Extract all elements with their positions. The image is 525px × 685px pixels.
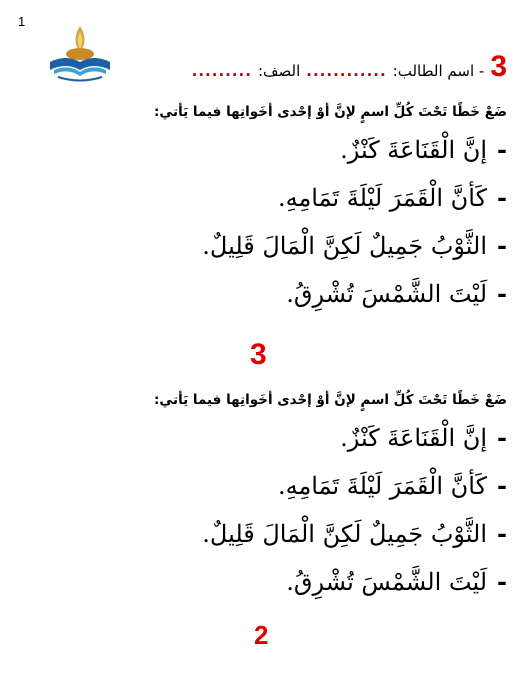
section-number: 2 xyxy=(254,620,269,650)
sentence: -إنَّ الْقَنَاعَةَ كَنْزٌ. xyxy=(340,135,507,164)
sentence: -كَأنَّ الْقَمَرَ لَيْلَةَ تَمَامِهِ. xyxy=(277,471,507,500)
section-number: 3 xyxy=(250,338,267,371)
page-number: 1 xyxy=(18,14,26,29)
sentence: -الثَّوْبُ جَمِيلٌ لَكِنَّ الْمَالَ قَلِيلٌ. xyxy=(202,519,507,548)
student-name-field[interactable]: ............ xyxy=(306,62,387,80)
class-field[interactable]: ......... xyxy=(191,62,252,80)
sentence: -لَيْتَ الشَّمْسَ تُشْرِقُ. xyxy=(286,279,507,308)
sentence: -كَأنَّ الْقَمَرَ لَيْلَةَ تَمَامِهِ. xyxy=(277,183,507,212)
school-logo-book-icon xyxy=(44,22,116,86)
instruction: ضَعْ خَطًا تَحْتَ كُلِّ اسمٍ لإنَّ أوْ إحْدى أخَواتِها فيما يَأتي: xyxy=(153,392,507,408)
sentence: -لَيْتَ الشَّمْسَ تُشْرِقُ. xyxy=(286,567,507,596)
exercise-section-1 xyxy=(18,104,507,318)
sentence: -الثَّوْبُ جَمِيلٌ لَكِنَّ الْمَالَ قَلِيلٌ. xyxy=(202,231,507,260)
header xyxy=(192,50,507,84)
header-number: 3 xyxy=(490,50,507,83)
instruction: ضَعْ خَطًا تَحْتَ كُلِّ اسمٍ لإنَّ أوْ إحْدى أخَواتِها فيما يَأتي: xyxy=(153,104,507,120)
student-name-label: - اسم الطالب: xyxy=(392,62,485,80)
class-label: الصف: xyxy=(257,62,301,80)
exercise-section-2 xyxy=(18,392,507,606)
sentence: -إنَّ الْقَنَاعَةَ كَنْزٌ. xyxy=(340,423,507,452)
